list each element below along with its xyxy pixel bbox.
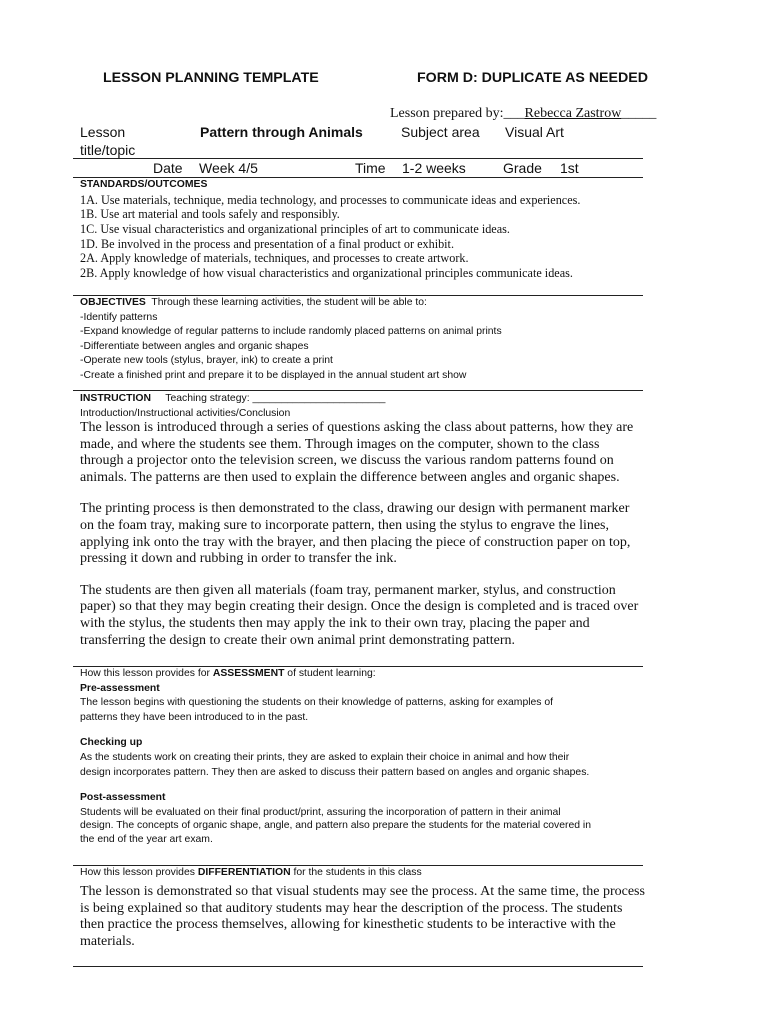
- post-assessment-text: design. The concepts of organic shape, angle, and pattern also prepare the students for the material covered in: [80, 820, 592, 832]
- prepared-by-line: [390, 106, 656, 122]
- differentiation-intro-line: [80, 866, 422, 881]
- checking-up-text: design incorporates pattern. They then are asked to discuss their pattern based on angles and organic shapes.: [80, 766, 590, 778]
- differentiation-intro: [80, 866, 422, 881]
- instruction-subheading: Introduction/Instructional activities/Conclusion: [80, 407, 291, 419]
- divider: [73, 158, 643, 159]
- date-value: Week 4/5: [199, 160, 258, 176]
- instruction-paragraph: The printing process is then demonstrated to the class, drawing our design with permanent marker on the foam tray, making sure to incorporate pattern, then using the stylus to engrave the lines, applying ink onto the tray with the brayer, and then placing the piece of construction paper on top, pressing it down and rubbing in order to transfer the ink.: [80, 501, 631, 567]
- standards-heading: STANDARDS/OUTCOMES: [80, 179, 208, 190]
- prepared-by-underline-post: _____: [621, 106, 657, 121]
- lesson-title: Pattern through Animals: [200, 124, 363, 140]
- lesson-label-topic: title/topic: [80, 142, 136, 158]
- form-title: FORM D: DUPLICATE AS NEEDED: [417, 70, 648, 86]
- prepared-by-name: Rebecca Zastrow: [524, 106, 622, 121]
- pre-assessment-text: patterns they have been introduced to in the past.: [80, 711, 309, 723]
- assessment-section: [80, 667, 591, 847]
- lesson-label: Lesson: [80, 124, 126, 140]
- subject-label: Subject area: [401, 124, 480, 140]
- standard-item: 1D. Be involved in the process and presentation of a final product or exhibit.: [80, 236, 454, 251]
- grade-value: 1st: [560, 160, 579, 176]
- assessment-intro-pre: How this lesson provides for: [80, 668, 213, 679]
- standard-item: 2B. Apply knowledge of how visual characteristics and organizational principles communicate ideas.: [80, 266, 573, 281]
- differentiation-intro-pre: How this lesson provides: [80, 867, 198, 878]
- time-label: Time: [355, 160, 386, 176]
- assessment-intro: [80, 667, 591, 682]
- objective-item: -Identify patterns: [80, 311, 158, 323]
- pre-assessment-text: The lesson begins with questioning the students on their knowledge of patterns, asking for examples of: [80, 697, 554, 709]
- differentiation-paragraph: The lesson is demonstrated so that visual students may see the process. At the same time, the process is being explained so that auditory students may hear the description of the process. The students then practice the process themselves, allowing for kinesthetic students to be interactive with the materials.: [80, 884, 645, 949]
- standard-item: 1B. Use art material and tools safely and responsibly.: [80, 207, 340, 222]
- date-label: Date: [153, 160, 183, 176]
- objective-item: -Operate new tools (stylus, brayer, ink) to create a print: [80, 355, 333, 367]
- standards-section: [80, 178, 580, 281]
- post-assessment-text: the end of the year art exam.: [80, 833, 213, 845]
- grade-label: Grade: [503, 160, 542, 176]
- divider: [73, 966, 643, 967]
- prepared-by-label: Lesson prepared by:: [390, 106, 504, 121]
- strategy-label: Teaching strategy:: [165, 393, 250, 404]
- divider: [73, 390, 643, 391]
- standard-item: 2A. Apply knowledge of materials, techniques, and processes to create artwork.: [80, 251, 469, 266]
- instruction-header-line: [80, 392, 385, 407]
- prepared-by-underline-pre: ___: [503, 106, 525, 121]
- standard-item: 1C. Use visual characteristics and organizational principles of art to communicate ideas.: [80, 222, 510, 236]
- post-assessment-title: Post-assessment: [80, 792, 166, 804]
- objective-item: -Differentiate between angles and organic shapes: [80, 340, 309, 352]
- pre-assessment-title: Pre-assessment: [80, 682, 160, 694]
- instruction-paragraph: The students are then given all materials (foam tray, permanent marker, stylus, and construction paper) so that they may begin creating their design. Once the design is completed and is traced over with the stylus, the students then may apply the ink to their own tray, placing the paper and transferring the design to create their own animal print demonstrating pattern.: [80, 582, 639, 648]
- assessment-heading: ASSESSMENT: [212, 668, 285, 679]
- checking-up-title: Checking up: [80, 737, 143, 749]
- assessment-intro-post: of student learning:: [284, 668, 376, 679]
- objective-item: -Expand knowledge of regular patterns to include randomly placed patterns on animal prints: [80, 326, 502, 338]
- strategy-blank: _______________________: [252, 393, 386, 404]
- objective-item: -Create a finished print and prepare it to be displayed in the annual student art show: [80, 369, 467, 381]
- instruction-heading: INSTRUCTION: [80, 393, 151, 404]
- differentiation-body: [80, 884, 645, 950]
- instruction-paragraph: The lesson is introduced through a series of questions asking the class about patterns, how they are made, and where the students see them. Through images on the computer, shown to the class through a projector onto the television screen, we discuss the various random patterns found on animals. The patterns are then used to explain the difference between angles and organic shapes.: [80, 420, 634, 485]
- template-title: LESSON PLANNING TEMPLATE: [103, 70, 319, 86]
- objectives-header-line: [80, 296, 502, 311]
- objectives-heading: OBJECTIVES: [80, 297, 146, 308]
- instruction-body: [80, 420, 645, 649]
- objectives-section: [80, 296, 502, 384]
- subject-value: Visual Art: [505, 124, 564, 140]
- time-value: 1-2 weeks: [402, 160, 466, 176]
- differentiation-heading: DIFFERENTIATION: [197, 867, 291, 878]
- instruction-header: [80, 392, 385, 421]
- post-assessment-text: Students will be evaluated on their final product/print, assuring the incorporation of pattern in their animal: [80, 806, 561, 818]
- differentiation-intro-post: for the students in this class: [290, 867, 422, 878]
- checking-up-text: As the students work on creating their prints, they are asked to explain their choice in animal and how their: [80, 751, 570, 763]
- objectives-intro: Through these learning activities, the student will be able to:: [151, 297, 427, 308]
- standard-item: 1A. Use materials, technique, media technology, and processes to communicate ideas and experiences.: [80, 192, 581, 207]
